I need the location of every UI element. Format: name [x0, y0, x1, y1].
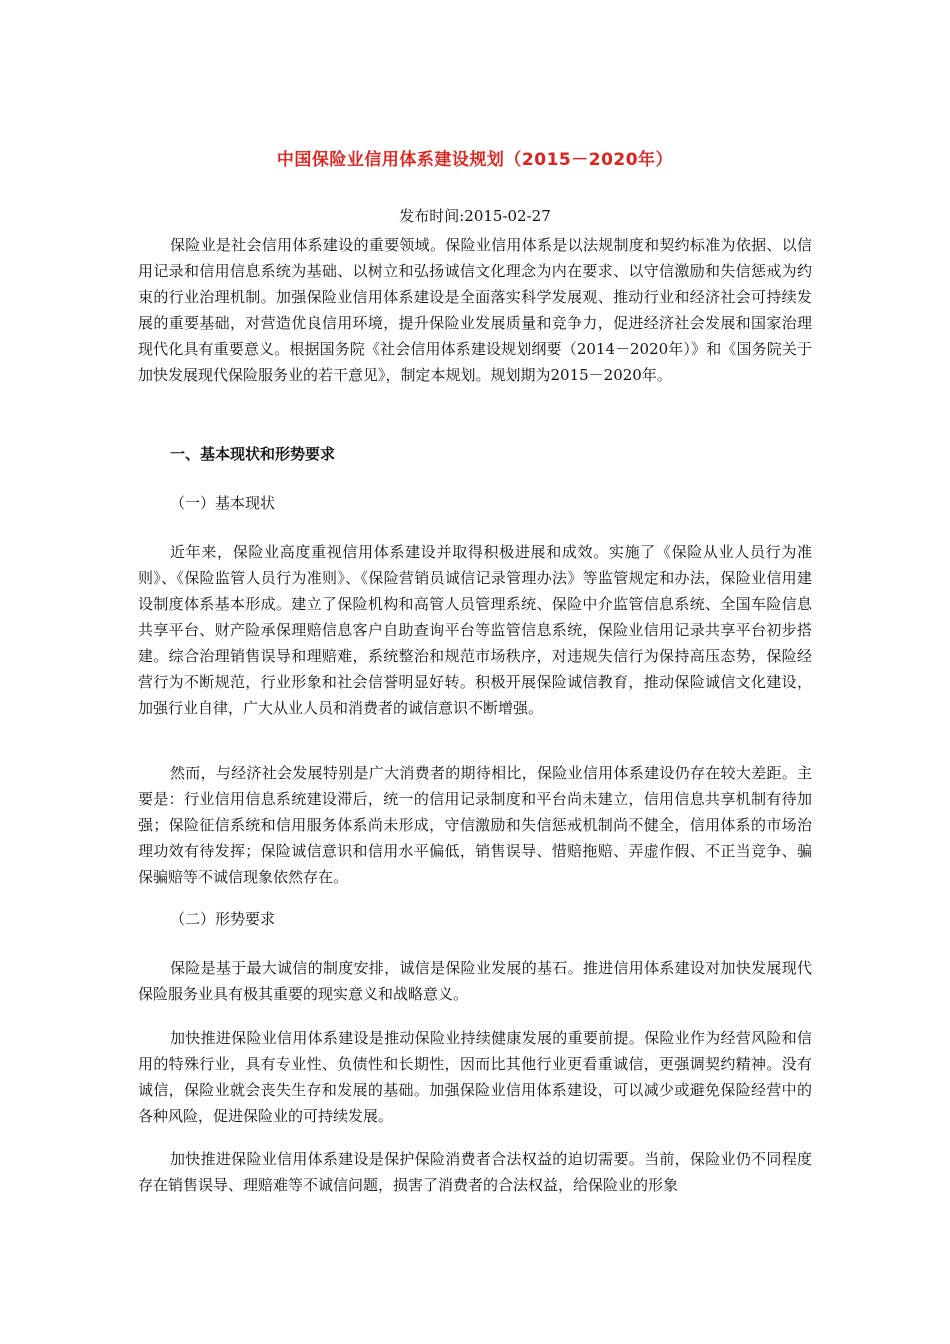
paragraph-premise: 加快推进保险业信用体系建设是推动保险业持续健康发展的重要前提。保险业作为经营风险和信用的特殊行业，具有专业性、负债性和长期性，因而比其他行业更看重诚信，更强调契约精神。没有诚信，保险业就会丧失生存和发展的基础。加强保险业信用体系建设，可以减少或避免保险经营中的各种风险，促进保险业的可持续发展。	[138, 1029, 812, 1125]
paragraph-consumer-rights: 加快推进保险业信用体系建设是保护保险消费者合法权益的迫切需要。当前，保险业仍不同程度存在销售误导、理赔难等不诚信问题，损害了消费者的合法权益，给保险业的形象	[138, 1150, 812, 1194]
paragraph-gaps: 然而，与经济社会发展特别是广大消费者的期待相比，保险业信用体系建设仍存在较大差距。主要是：行业信用信息系统建设滞后，统一的信用记录制度和平台尚未建立，信用信息共享机制有待加强；保险征信系统和信用服务体系尚未形成，守信激励和失信惩戒机制尚不健全，信用体系的市场治理功效有待发挥；保险诚信意识和信用水平偏低，销售误导、惜赔拖赔、弄虚作假、不正当竞争、骗保骗赔等不诚信现象依然存在。	[138, 764, 812, 886]
paragraph-current-status: 近年来，保险业高度重视信用体系建设并取得积极进展和成效。实施了《保险从业人员行为准则》、《保险监管人员行为准则》、《保险营销员诚信记录管理办法》等监管规定和办法，保险业信用建设制度体系基本形成。建立了保险机构和高管人员管理系统、保险中介监管信息系统、全国车险信息共享平台、财产险承保理赔信息客户自助查询平台等监管信息系统，保险业信用记录共享平台初步搭建。综合治理销售误导和理赔难，系统整治和规范市场秩序，对违规失信行为保持高压态势，保险经营行为不断规范，行业形象和社会信誉明显好转。积极开展保险诚信教育，推动保险诚信文化建设，加强行业自律，广大从业人员和消费者的诚信意识不断增强。	[138, 543, 812, 717]
document-title: 中国保险业信用体系建设规划（2015－2020年）	[276, 150, 674, 170]
subsection-heading-2: （二）形势要求	[170, 910, 276, 928]
paragraph-intro: 保险业是社会信用体系建设的重要领域。保险业信用体系是以法规制度和契约标准为依据、以信用记录和信用信息系统为基础、以树立和弘扬诚信文化理念为内在要求、以守信激励和失信惩戒为约束的行业治理机制。加强保险业信用体系建设是全面落实科学发展观、推动行业和经济社会可持续发展的重要基础，对营造优良信用环境，提升保险业发展质量和竞争力，促进经济社会发展和国家治理现代化具有重要意义。根据国务院《社会信用体系建设规划纲要（2014－2020年）》和《国务院关于加快发展现代保险服务业的若干意见》，制定本规划。规划期为2015－2020年。	[138, 236, 812, 384]
section-heading-1: 一、基本现状和形势要求	[170, 445, 336, 463]
paragraph-foundation: 保险是基于最大诚信的制度安排，诚信是保险业发展的基石。推进信用体系建设对加快发展现代保险服务业具有极其重要的现实意义和战略意义。	[138, 959, 812, 1003]
publish-date: 发布时间:2015-02-27	[399, 207, 551, 225]
subsection-heading-1: （一）基本现状	[170, 494, 276, 512]
